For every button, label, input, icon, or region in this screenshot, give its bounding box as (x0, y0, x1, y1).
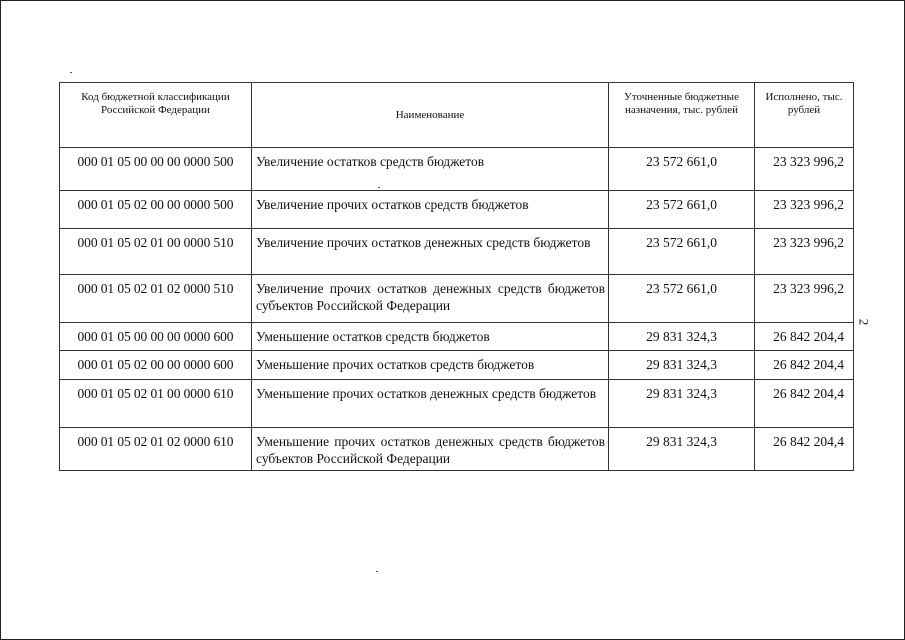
row-done: 23 323 996,2 (755, 191, 854, 229)
scan-speck (70, 72, 72, 73)
row-done: 23 323 996,2 (755, 229, 854, 275)
row-code: 000 01 05 00 00 00 0000 600 (60, 323, 252, 351)
table-header-row (60, 83, 854, 148)
table-row (60, 428, 854, 471)
scan-speck (378, 187, 380, 188)
row-name: Уменьшение прочих остатков денежных средств бюджетов субъектов Российской Федерации (252, 428, 609, 471)
page-number: 2 (856, 318, 872, 326)
row-code: 000 01 05 02 01 02 0000 610 (60, 428, 252, 471)
table-row (60, 380, 854, 428)
row-done: 26 842 204,4 (755, 428, 854, 471)
row-name: Увеличение остатков средств бюджетов (252, 148, 609, 191)
row-name: Увеличение прочих остатков средств бюджетов (252, 191, 609, 229)
header-done: Исполнено, тыс. рублей (755, 83, 854, 148)
scan-speck (376, 571, 378, 572)
table-row (60, 323, 854, 351)
row-name: Уменьшение остатков средств бюджетов (252, 323, 609, 351)
row-plan: 23 572 661,0 (609, 275, 755, 323)
row-done: 26 842 204,4 (755, 380, 854, 428)
row-code: 000 01 05 02 00 00 0000 500 (60, 191, 252, 229)
row-plan: 29 831 324,3 (609, 428, 755, 471)
row-name: Уменьшение прочих остатков средств бюджетов (252, 351, 609, 380)
table-row (60, 229, 854, 275)
header-code: Код бюджетной классификации Российской Федерации (60, 83, 252, 148)
row-code: 000 01 05 02 01 02 0000 510 (60, 275, 252, 323)
row-code: 000 01 05 00 00 00 0000 500 (60, 148, 252, 191)
row-plan: 23 572 661,0 (609, 191, 755, 229)
row-plan: 29 831 324,3 (609, 351, 755, 380)
header-name: Наименование (252, 83, 609, 148)
row-code: 000 01 05 02 00 00 0000 600 (60, 351, 252, 380)
table-row (60, 275, 854, 323)
budget-table (59, 82, 854, 471)
row-done: 26 842 204,4 (755, 351, 854, 380)
row-plan: 29 831 324,3 (609, 323, 755, 351)
row-plan: 29 831 324,3 (609, 380, 755, 428)
row-code: 000 01 05 02 01 00 0000 510 (60, 229, 252, 275)
table-row (60, 191, 854, 229)
header-plan: Уточненные бюджетные назначения, тыс. рублей (609, 83, 755, 148)
table-row (60, 148, 854, 191)
row-name: Увеличение прочих остатков денежных средств бюджетов субъектов Российской Федерации (252, 275, 609, 323)
row-plan: 23 572 661,0 (609, 148, 755, 191)
row-plan: 23 572 661,0 (609, 229, 755, 275)
row-name: Увеличение прочих остатков денежных средств бюджетов (252, 229, 609, 275)
table-row (60, 351, 854, 380)
row-done: 23 323 996,2 (755, 148, 854, 191)
row-done: 26 842 204,4 (755, 323, 854, 351)
row-code: 000 01 05 02 01 00 0000 610 (60, 380, 252, 428)
row-done: 23 323 996,2 (755, 275, 854, 323)
row-name: Уменьшение прочих остатков денежных средств бюджетов (252, 380, 609, 428)
